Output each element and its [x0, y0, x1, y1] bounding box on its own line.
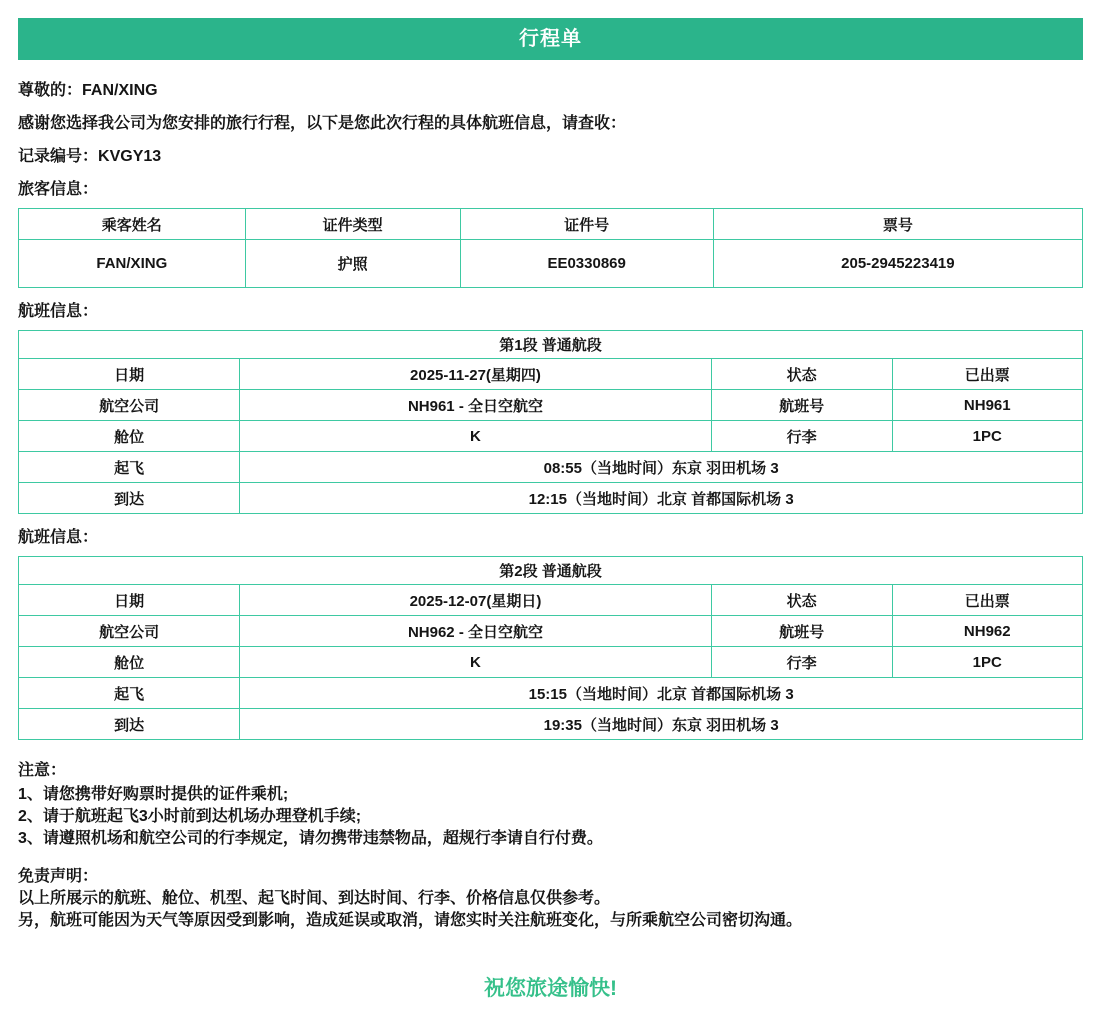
baggage-label: 行李 — [711, 647, 892, 678]
cell-document-type: 护照 — [245, 240, 460, 288]
footer-wish: 祝您旅途愉快! — [484, 977, 617, 1000]
greeting-line — [18, 81, 1083, 100]
disclaimer-section — [18, 866, 1083, 932]
passenger-table — [18, 208, 1083, 288]
col-header-document-type: 证件类型 — [245, 209, 460, 240]
date-value: 2025-12-07(星期日) — [240, 585, 711, 616]
airline-value: NH961 - 全日空航空 — [240, 390, 711, 421]
status-label: 状态 — [711, 585, 892, 616]
passenger-section-label: 旅客信息： — [18, 181, 99, 198]
note-item-3: 3、请遵照机场和航空公司的行李规定，请勿携带违禁物品，超规行李请自行付费。 — [18, 830, 603, 847]
airline-label: 航空公司 — [19, 390, 240, 421]
flight-number-value: NH961 — [892, 390, 1082, 421]
passenger-table-row — [19, 240, 1083, 288]
passenger-name: FAN/XING — [82, 82, 158, 99]
table-row — [19, 483, 1083, 514]
table-row — [19, 616, 1083, 647]
departure-value: 15:15（当地时间）北京 首都国际机场 3 — [240, 678, 1083, 709]
baggage-label: 行李 — [711, 421, 892, 452]
flight-number-label: 航班号 — [711, 390, 892, 421]
arrival-value: 12:15（当地时间）北京 首都国际机场 3 — [240, 483, 1083, 514]
record-number-value: KVGY13 — [98, 148, 162, 165]
baggage-value: 1PC — [892, 421, 1082, 452]
disclaimer-line-2: 另，航班可能因为天气等原因受到影响，造成延误或取消，请您实时关注航班变化，与所乘航空公司密切沟通。 — [18, 912, 803, 929]
cabin-value: K — [240, 421, 711, 452]
flight-section-label-2: 航班信息： — [18, 529, 99, 546]
departure-label: 起飞 — [19, 678, 240, 709]
table-row — [19, 647, 1083, 678]
col-header-document-number: 证件号 — [460, 209, 713, 240]
date-value: 2025-11-27(星期四) — [240, 359, 711, 390]
disclaimer-label: 免责声明： — [18, 868, 99, 885]
table-row — [19, 421, 1083, 452]
notes-section — [18, 760, 1083, 850]
table-row — [19, 709, 1083, 740]
flight-table-segment-2 — [18, 556, 1083, 740]
note-item-1: 1、请您携带好购票时提供的证件乘机; — [18, 786, 289, 803]
status-value: 已出票 — [892, 585, 1082, 616]
arrival-label: 到达 — [19, 709, 240, 740]
page-title: 行程单 — [18, 18, 1083, 60]
departure-value: 08:55（当地时间）东京 羽田机场 3 — [240, 452, 1083, 483]
greeting-label: 尊敬的： — [18, 82, 83, 99]
flight-number-value: NH962 — [892, 616, 1082, 647]
table-row — [19, 390, 1083, 421]
flight-table-segment-1 — [18, 330, 1083, 514]
date-label: 日期 — [19, 359, 240, 390]
cell-passenger-name: FAN/XING — [19, 240, 246, 288]
cell-document-number: EE0330869 — [460, 240, 713, 288]
segment-title: 第2段 普通航段 — [19, 557, 1083, 585]
baggage-value: 1PC — [892, 647, 1082, 678]
departure-label: 起飞 — [19, 452, 240, 483]
cabin-label: 舱位 — [19, 421, 240, 452]
table-row — [19, 585, 1083, 616]
col-header-passenger-name: 乘客姓名 — [19, 209, 246, 240]
segment-title: 第1段 普通航段 — [19, 331, 1083, 359]
passenger-table-header-row — [19, 209, 1083, 240]
segment-title-row — [19, 331, 1083, 359]
status-label: 状态 — [711, 359, 892, 390]
record-number-label: 记录编号： — [18, 148, 99, 165]
record-number-line — [18, 147, 1083, 166]
col-header-ticket-number: 票号 — [713, 209, 1082, 240]
table-row — [19, 452, 1083, 483]
airline-value: NH962 - 全日空航空 — [240, 616, 711, 647]
cabin-label: 舱位 — [19, 647, 240, 678]
cabin-value: K — [240, 647, 711, 678]
table-row — [19, 678, 1083, 709]
note-item-2: 2、请于航班起飞3小时前到达机场办理登机手续; — [18, 808, 362, 825]
flight-section-label-1: 航班信息： — [18, 303, 99, 320]
arrival-value: 19:35（当地时间）东京 羽田机场 3 — [240, 709, 1083, 740]
disclaimer-line-1: 以上所展示的航班、舱位、机型、起飞时间、到达时间、行李、价格信息仅供参考。 — [18, 890, 611, 907]
notes-label: 注意： — [18, 762, 67, 779]
table-row — [19, 359, 1083, 390]
status-value: 已出票 — [892, 359, 1082, 390]
flight-number-label: 航班号 — [711, 616, 892, 647]
intro-message: 感谢您选择我公司为您安排的旅行行程，以下是您此次行程的具体航班信息，请查收： — [18, 115, 627, 132]
segment-title-row — [19, 557, 1083, 585]
arrival-label: 到达 — [19, 483, 240, 514]
airline-label: 航空公司 — [19, 616, 240, 647]
date-label: 日期 — [19, 585, 240, 616]
cell-ticket-number: 205-2945223419 — [713, 240, 1082, 288]
